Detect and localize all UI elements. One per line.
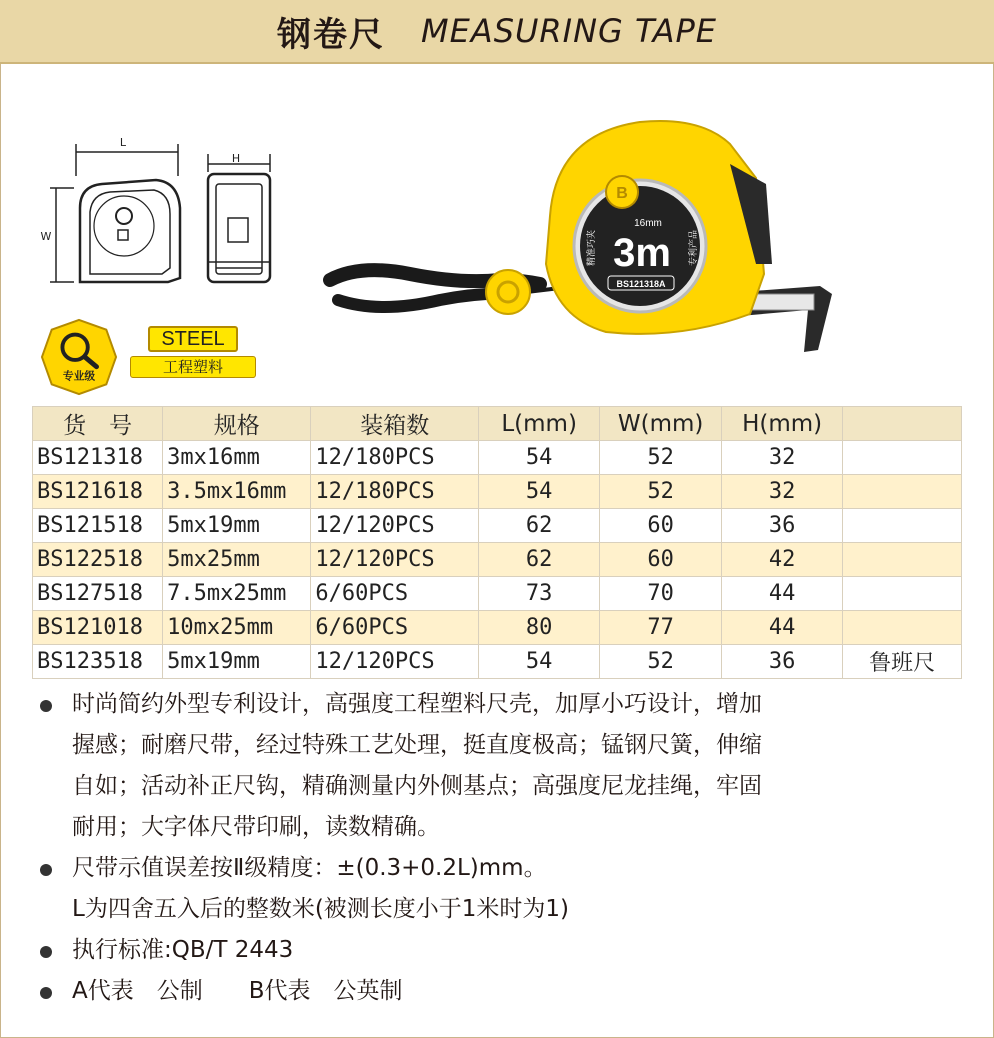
- face-big-size: 3m: [613, 231, 671, 275]
- cell-l: 54: [479, 441, 600, 475]
- standard-line: 执行标准:QB/T 2443: [72, 937, 294, 963]
- bullet-icon: [40, 987, 52, 999]
- cell-code: BS127518: [33, 577, 163, 611]
- plastic-label: 工程塑料: [130, 356, 256, 378]
- table-row: [33, 645, 962, 679]
- cell-code: BS121518: [33, 509, 163, 543]
- badge-label: 专业级: [62, 369, 96, 383]
- title-english: MEASURING TAPE: [420, 12, 718, 50]
- face-model: BS121318A: [616, 279, 666, 289]
- table-header-row: [33, 407, 962, 441]
- cell-spec: 10mx25mm: [163, 611, 311, 645]
- cell-l: 54: [479, 475, 600, 509]
- cell-h: 44: [722, 611, 843, 645]
- cell-packing: 12/120PCS: [311, 543, 479, 577]
- face-logo: B: [616, 185, 628, 202]
- col-header-code: 货 号: [33, 407, 163, 441]
- cell-packing: 6/60PCS: [311, 611, 479, 645]
- cell-h: 36: [722, 645, 843, 679]
- col-header-h: H(mm): [722, 407, 843, 441]
- spec-table: [32, 406, 962, 679]
- page-header: [0, 0, 994, 64]
- accuracy-note: L为四舍五入后的整数米(被测长度小于1米时为1): [72, 896, 570, 922]
- cell-code: BS123518: [33, 645, 163, 679]
- cell-w: 52: [600, 645, 722, 679]
- cell-spec: 7.5mx25mm: [163, 577, 311, 611]
- cell-l: 54: [479, 645, 600, 679]
- bullet-icon: [40, 946, 52, 958]
- cell-note: [843, 577, 962, 611]
- cell-h: 36: [722, 509, 843, 543]
- col-header-w: W(mm): [600, 407, 722, 441]
- table-row: [33, 577, 962, 611]
- cell-code: BS122518: [33, 543, 163, 577]
- title-chinese: 钢卷尺: [276, 14, 385, 55]
- cell-l: 73: [479, 577, 600, 611]
- cell-l: 80: [479, 611, 600, 645]
- cell-h: 44: [722, 577, 843, 611]
- cell-note: [843, 475, 962, 509]
- table-row: [33, 475, 962, 509]
- cell-h: 42: [722, 543, 843, 577]
- list-item-features: [40, 684, 960, 848]
- cell-w: 70: [600, 577, 722, 611]
- cell-spec: 5mx19mm: [163, 645, 311, 679]
- cell-spec: 3.5mx16mm: [163, 475, 311, 509]
- cell-code: BS121018: [33, 611, 163, 645]
- cell-w: 60: [600, 543, 722, 577]
- cell-packing: 6/60PCS: [311, 577, 479, 611]
- accuracy-line: 尺带示值误差按Ⅱ级精度：±(0.3+0.2L)mm。: [72, 855, 547, 881]
- professional-badge: [40, 318, 118, 396]
- cell-note: [843, 611, 962, 645]
- cell-l: 62: [479, 543, 600, 577]
- feature-line: 握感；耐磨尺带，经过特殊工艺处理，挺直度极高；锰钢尺簧，伸缩: [72, 732, 762, 758]
- dimension-l-label: L: [119, 136, 127, 149]
- product-image: [320, 104, 840, 364]
- cell-note: 鲁班尺: [843, 645, 962, 679]
- col-header-packing: 装箱数: [311, 407, 479, 441]
- col-header-l: L(mm): [479, 407, 600, 441]
- table-row: [33, 509, 962, 543]
- table-row: [33, 441, 962, 475]
- cell-spec: 5mx25mm: [163, 543, 311, 577]
- face-text-left: 精准巧夹: [587, 229, 597, 267]
- steel-label: STEEL: [148, 326, 238, 352]
- cell-w: 52: [600, 475, 722, 509]
- cell-w: 77: [600, 611, 722, 645]
- cell-code: BS121318: [33, 441, 163, 475]
- feature-line: 耐用；大字体尺带印刷，读数精确。: [72, 814, 440, 840]
- list-item-units: [40, 971, 960, 1012]
- cell-spec: 3mx16mm: [163, 441, 311, 475]
- cell-h: 32: [722, 475, 843, 509]
- bullet-icon: [40, 700, 52, 712]
- list-item-standard: [40, 930, 960, 971]
- cell-packing: 12/120PCS: [311, 509, 479, 543]
- cell-spec: 5mx19mm: [163, 509, 311, 543]
- dimension-w-label: W: [40, 230, 52, 243]
- table-row: [33, 611, 962, 645]
- feature-line: 时尚简约外型专利设计，高强度工程塑料尺壳，加厚小巧设计，增加: [72, 691, 762, 717]
- dimension-h-label: H: [231, 152, 241, 165]
- cell-h: 32: [722, 441, 843, 475]
- cell-note: [843, 543, 962, 577]
- cell-note: [843, 441, 962, 475]
- col-header-note: [843, 407, 962, 441]
- cell-l: 62: [479, 509, 600, 543]
- dimension-drawing: [36, 128, 286, 298]
- list-item-accuracy: [40, 848, 960, 930]
- bullet-icon: [40, 864, 52, 876]
- face-small-size: 16mm: [634, 218, 662, 229]
- col-header-spec: 规格: [163, 407, 311, 441]
- cell-packing: 12/180PCS: [311, 475, 479, 509]
- cell-packing: 12/120PCS: [311, 645, 479, 679]
- lanyard-bead: [486, 270, 530, 314]
- cell-w: 60: [600, 509, 722, 543]
- feature-line: 自如；活动补正尺钩，精确测量内外侧基点；高强度尼龙挂绳，牢固: [72, 773, 762, 799]
- feature-list: [40, 684, 960, 1012]
- cell-packing: 12/180PCS: [311, 441, 479, 475]
- cell-code: BS121618: [33, 475, 163, 509]
- face-text-right: 专利产品: [689, 229, 699, 267]
- cell-w: 52: [600, 441, 722, 475]
- table-row: [33, 543, 962, 577]
- cell-note: [843, 509, 962, 543]
- units-line: A代表 公制 B代表 公英制: [72, 978, 403, 1004]
